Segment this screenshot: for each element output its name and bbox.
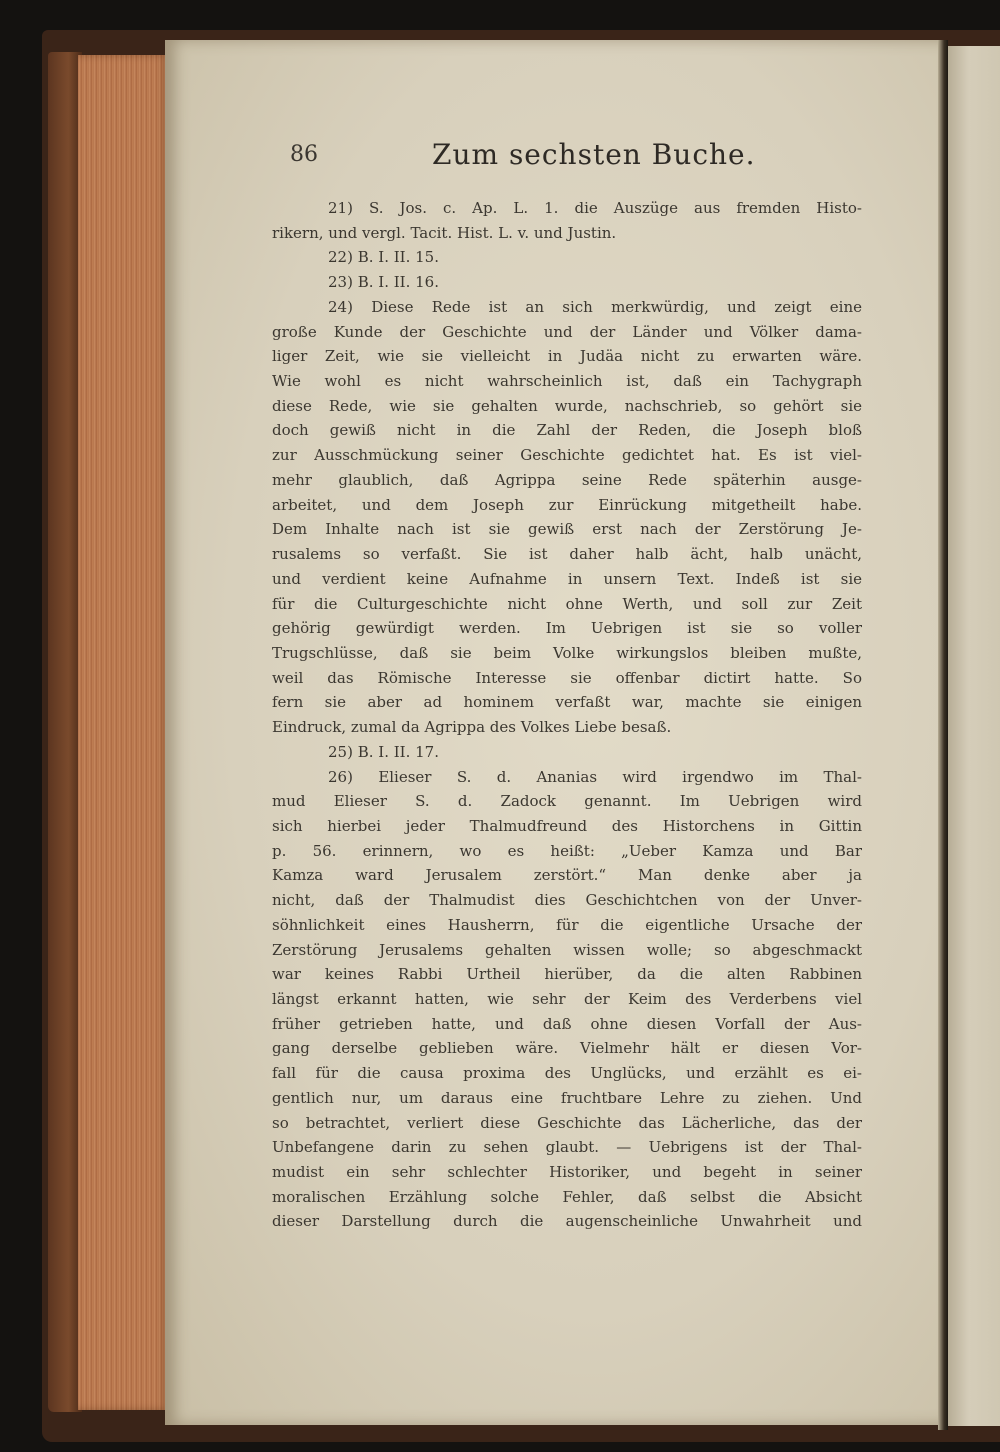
text-line: mehr glaublich, daß Agrippa seine Rede späterhin ausge-: [272, 470, 862, 489]
text-line: 24) Diese Rede ist an sich merkwürdig, und zeigt eine: [328, 297, 862, 316]
page-number: 86: [290, 142, 318, 167]
text-line: 25) B. I. II. 17.: [328, 742, 439, 761]
text-line: liger Zeit, wie sie vielleicht in Judäa nicht zu erwarten wäre.: [272, 347, 862, 366]
text-line: fern sie aber ad hominem verfaßt war, machte sie einigen: [272, 693, 862, 712]
text-line: weil das Römische Interesse sie offenbar dictirt hatte. So: [272, 668, 862, 687]
running-head: Zum sechsten Buche.: [432, 138, 756, 171]
text-line: war keines Rabbi Urtheil hierüber, da die alten Rabbinen: [272, 965, 862, 984]
text-line: 26) Elieser S. d. Ananias wird irgendwo im Thal-: [328, 767, 862, 786]
text-line: sich hierbei jeder Thalmudfreund des Historchens in Gittin: [272, 816, 862, 835]
text-line: rikern, und vergl. Tacit. Hist. L. v. und Justin.: [272, 223, 617, 242]
page-header: [290, 138, 850, 178]
text-line: Wie wohl es nicht wahrscheinlich ist, daß ein Tachygraph: [272, 372, 862, 391]
text-line: rusalems so verfaßt. Sie ist daher halb ächt, halb unächt,: [272, 545, 862, 564]
page-edges: [78, 55, 170, 1410]
text-line: doch gewiß nicht in die Zahl der Reden, die Joseph bloß: [272, 421, 862, 440]
text-line: arbeitet, und dem Joseph zur Einrückung mitgetheilt habe.: [272, 495, 862, 514]
text-line: Eindruck, zumal da Agrippa des Volkes Liebe besaß.: [272, 718, 672, 737]
text-line: früher getrieben hatte, und daß ohne diesen Vorfall der Aus-: [272, 1014, 862, 1033]
text-line: fall für die causa proxima des Unglücks, und erzählt es ei-: [272, 1064, 862, 1083]
text-line: große Kunde der Geschichte und der Länder und Völker dama-: [272, 322, 862, 341]
text-line: so betrachtet, verliert diese Geschichte das Lächerliche, das der: [272, 1113, 862, 1132]
text-line: Dem Inhalte nach ist sie gewiß erst nach der Zerstörung Je-: [272, 520, 862, 539]
text-line: Zerstörung Jerusalems gehalten wissen wolle; so abgeschmackt: [272, 940, 862, 959]
text-line: diese Rede, wie sie gehalten wurde, nachschrieb, so gehört sie: [272, 396, 862, 415]
text-line: zur Ausschmückung seiner Geschichte gedichtet hat. Es ist viel-: [272, 446, 862, 465]
text-line: mud Elieser S. d. Zadock genannt. Im Uebrigen wird: [272, 792, 862, 811]
text-line: 23) B. I. II. 16.: [328, 273, 439, 292]
text-line: längst erkannt hatten, wie sehr der Keim des Verderbens viel: [272, 990, 862, 1008]
text-line: mudist ein sehr schlechter Historiker, und begeht in seiner: [272, 1163, 862, 1182]
text-line: 21) S. Jos. c. Ap. L. 1. die Auszüge aus fremden Histo-: [328, 199, 862, 217]
book-spine-edge: [48, 52, 82, 1412]
text-line: 22) B. I. II. 15.: [328, 248, 439, 267]
text-line: gang derselbe geblieben wäre. Vielmehr hält er diesen Vor-: [272, 1039, 862, 1058]
text-line: gehörig gewürdigt werden. Im Uebrigen ist sie so voller: [272, 619, 862, 638]
text-line: gentlich nur, um daraus eine fruchtbare Lehre zu ziehen. Und: [272, 1088, 862, 1107]
text-line: p. 56. erinnern, wo es heißt: „Ueber Kamza und Bar: [272, 841, 862, 860]
text-line: dieser Darstellung durch die augenscheinliche Unwahrheit und: [272, 1212, 862, 1231]
text-line: und verdient keine Aufnahme in unsern Text. Indeß ist sie: [272, 569, 862, 588]
text-line: söhnlichkeit eines Hausherrn, für die eigentliche Ursache der: [272, 915, 862, 934]
text-line: Trugschlüsse, daß sie beim Volke wirkungslos bleiben mußte,: [272, 643, 862, 662]
text-line: Unbefangene darin zu sehen glaubt. — Uebrigens ist der Thal-: [272, 1138, 862, 1157]
text-line: nicht, daß der Thalmudist dies Geschichtchen von der Unver-: [272, 891, 862, 910]
footnotes-text: [272, 196, 862, 1234]
facing-page-edge: [948, 46, 1000, 1426]
text-line: moralischen Erzählung solche Fehler, daß selbst die Absicht: [272, 1187, 862, 1206]
book-gutter: [938, 40, 948, 1430]
text-line: für die Culturgeschichte nicht ohne Werth, und soll zur Zeit: [272, 594, 862, 613]
text-line: Kamza ward Jerusalem zerstört.“ Man denke aber ja: [272, 866, 862, 885]
